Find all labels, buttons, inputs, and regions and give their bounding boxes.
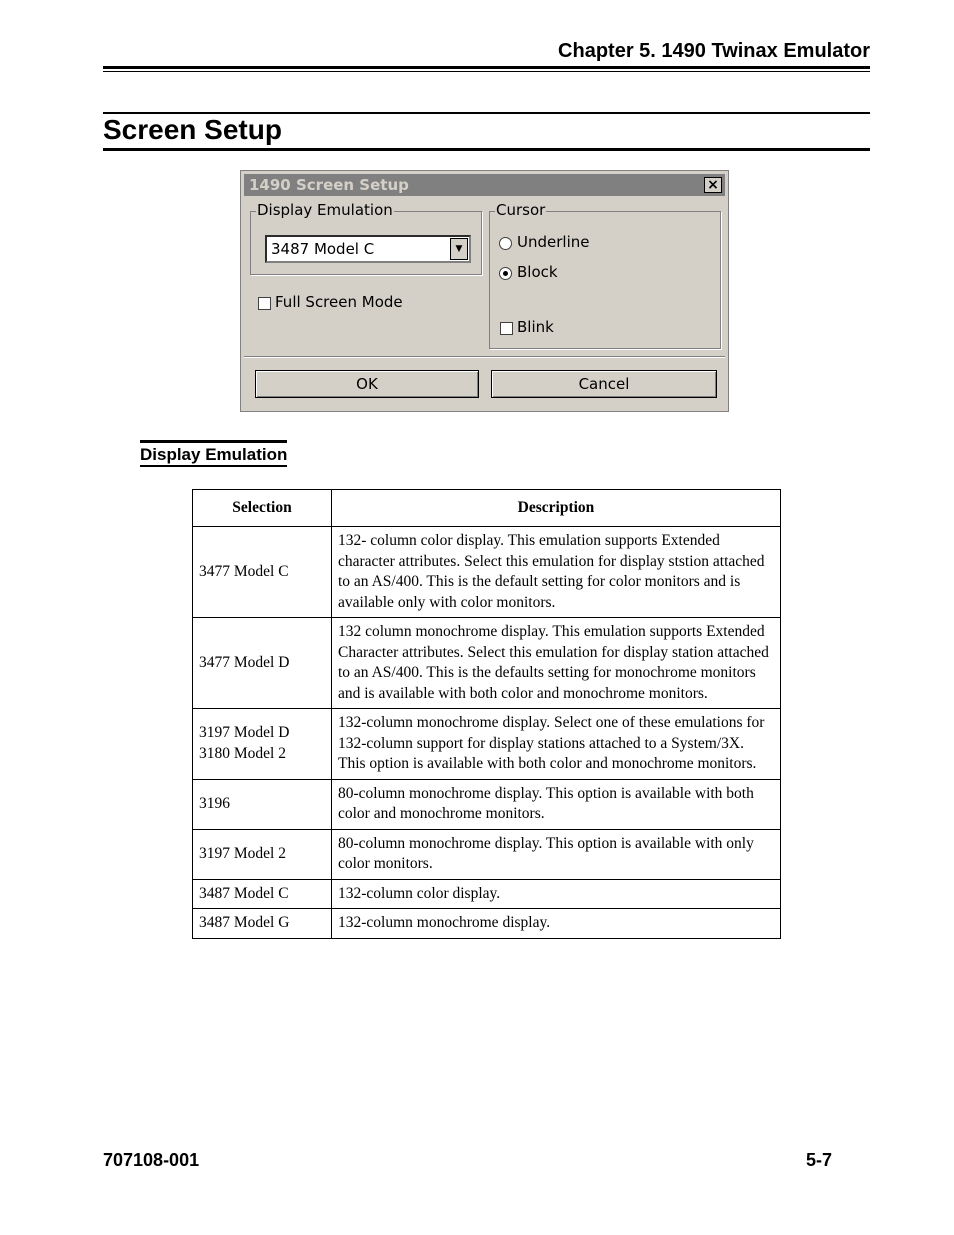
chapter-header: Chapter 5. 1490 Twinax Emulator [558,40,870,62]
description-cell: 132- column color display. This emulation supports Extended character attributes. Select this emulation for display ststion attached to an AS/400. This is the default setting for color monitors and is available only with color monitors. [332,527,781,618]
full-screen-checkbox[interactable] [258,297,271,310]
close-icon: × [707,177,719,193]
table-row [193,618,781,709]
ok-button[interactable]: OK [255,370,479,398]
selection-cell: 3477 Model D [193,618,332,709]
header-rule-top [103,66,870,69]
selection-cell: 3196 [193,779,332,829]
table-row [193,909,781,939]
underline-radio[interactable] [499,237,512,250]
display-emulation-value: 3487 Model C [271,240,375,258]
description-cell: 80-column monochrome display. This option is available with only color monitors. [332,829,781,879]
table-row [193,879,781,909]
table-row [193,709,781,780]
dialog-title: 1490 Screen Setup [249,176,409,194]
table-row [193,527,781,618]
cursor-group [489,201,721,349]
display-emulation-group [250,201,482,275]
description-cell: 132-column monochrome display. Select one of these emulations for 132-column support for display stations attached to a System/3X. This option is available with both color and monochrome monitors. [332,709,781,780]
radio-selected-dot [503,271,508,276]
blink-checkbox[interactable] [500,322,513,335]
selection-cell: 3477 Model C [193,527,332,618]
table-row [193,779,781,829]
description-cell: 132-column monochrome display. [332,909,781,939]
emulation-table [192,489,781,939]
underline-label[interactable]: Underline [517,233,590,251]
dialog-separator [244,356,725,358]
selection-cell: 3487 Model C [193,879,332,909]
description-cell: 132 column monochrome display. This emulation supports Extended Character attributes. Select this emulation for display station attached to an AS/400. This is the defaults setting for monochrome monitors and is available with both color and monochrome monitors. [332,618,781,709]
description-cell: 80-column monochrome display. This option is available with both color and monochrome monitors. [332,779,781,829]
table-header-row [193,490,781,527]
dialog-titlebar[interactable] [244,174,725,196]
display-emulation-select[interactable] [265,235,471,263]
block-radio[interactable] [499,267,512,280]
selection-cell: 3197 Model D 3180 Model 2 [193,709,332,780]
description-cell: 132-column color display. [332,879,781,909]
document-number: 707108-001 [103,1150,200,1170]
full-screen-label[interactable]: Full Screen Mode [275,293,403,311]
cursor-group-label: Cursor [496,201,546,219]
column-header-description: Description [332,490,781,527]
table-row [193,829,781,879]
column-header-selection: Selection [193,490,332,527]
dropdown-arrow-icon[interactable]: ▼ [450,238,468,260]
selection-cell: 3487 Model G [193,909,332,939]
block-label[interactable]: Block [517,263,558,281]
selection-cell: 3197 Model 2 [193,829,332,879]
page-number: 5-7 [805,1150,832,1170]
display-emulation-group-label: Display Emulation [257,201,393,219]
display-emulation-subheading: Display Emulation [140,440,287,467]
close-button[interactable] [704,177,722,193]
blink-label[interactable]: Blink [517,318,554,336]
page-title: Screen Setup [103,114,282,145]
cancel-button[interactable]: Cancel [491,370,717,398]
header-rule-bottom [103,71,870,72]
section-rule-bottom [103,148,870,151]
screen-setup-dialog [240,170,729,412]
